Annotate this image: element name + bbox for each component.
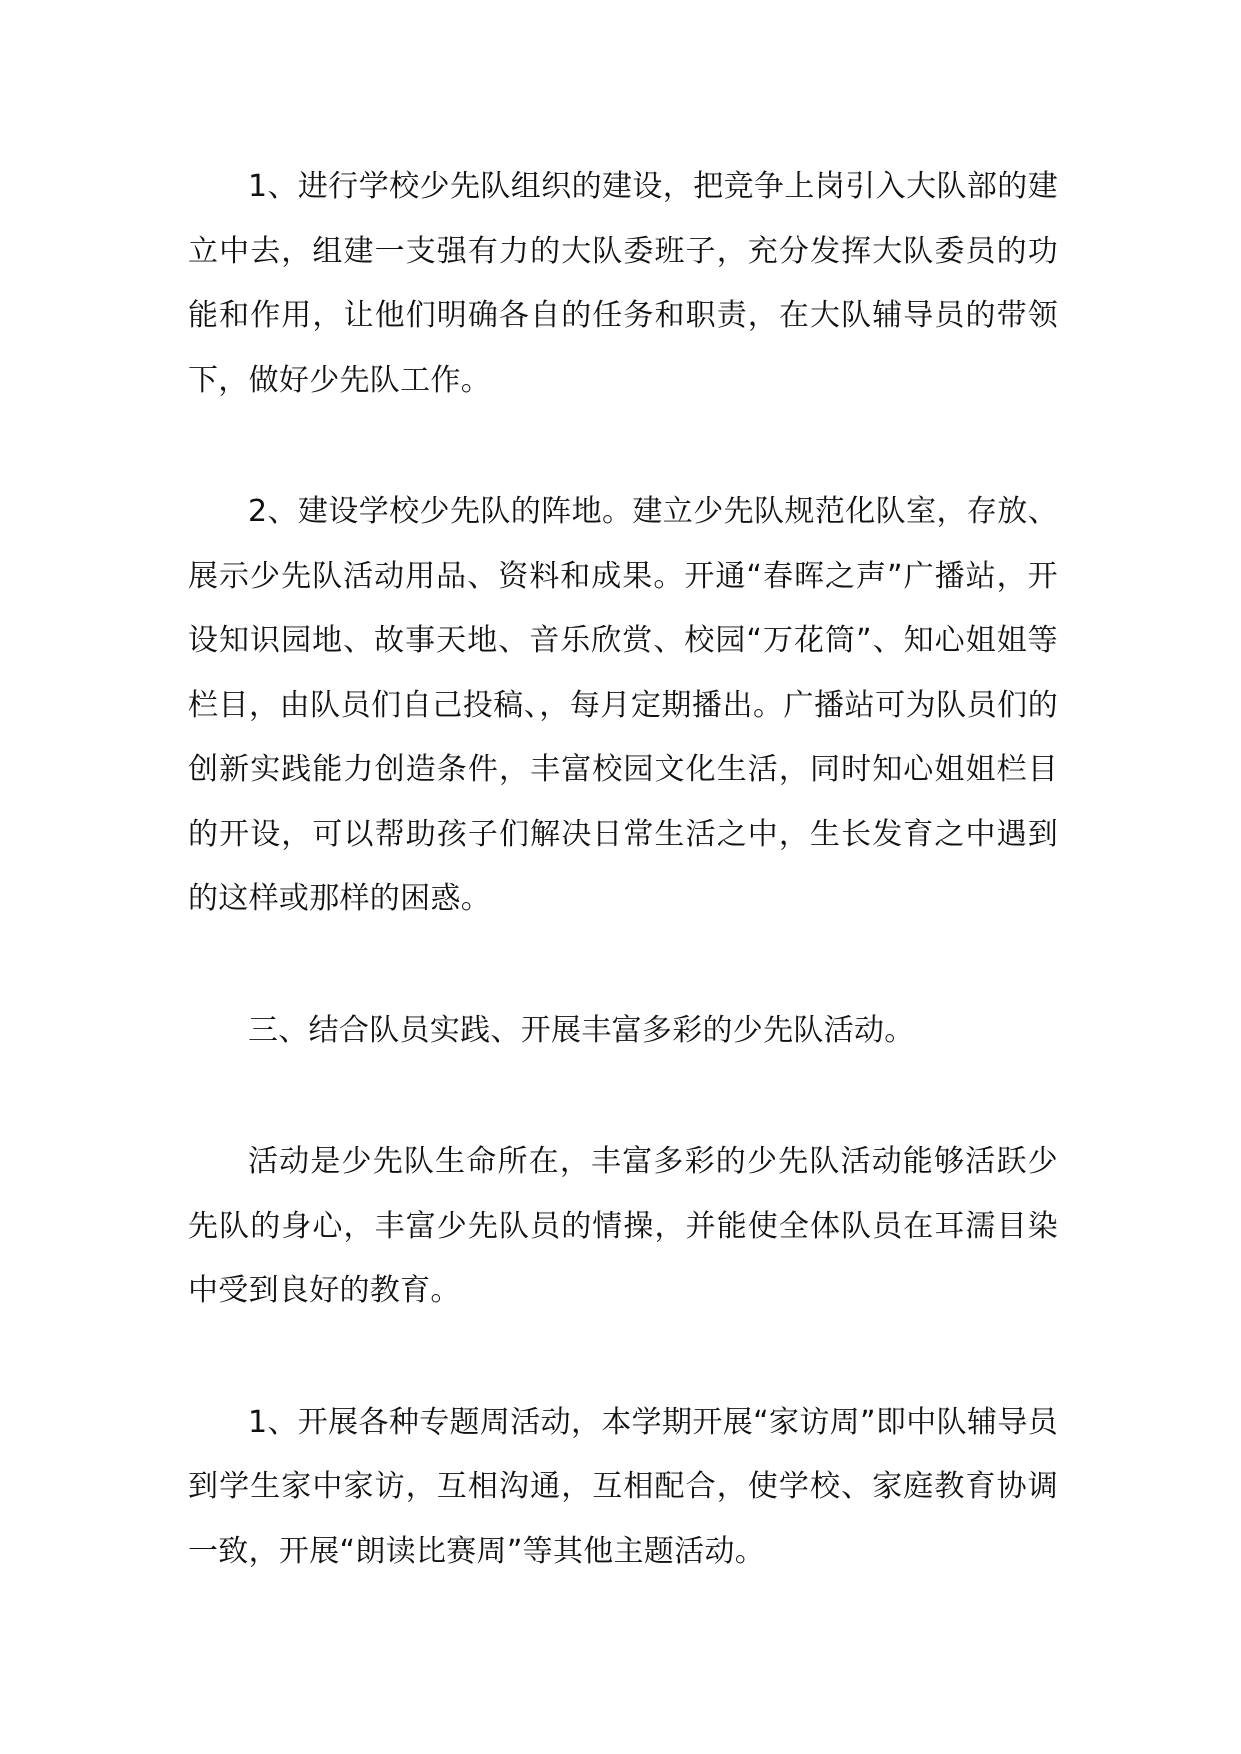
- paragraph-position-building: 2、建设学校少先队的阵地。建立少先队规范化队室，存放、展示少先队活动用品、资料和成果。开通“春晖之声”广播站，开设知识园地、故事天地、音乐欣赏、校园“万花筒”、知心姐姐等栏目，由队员们自己投稿、，每月定期播出。广播站可为队员们的创新实践能力创造条件，丰富校园文化生活，同时知心姐姐栏目的开设，可以帮助孩子们解决日常生活之中，生长发育之中遇到的这样或那样的困惑。: [188, 494, 1058, 916]
- section-heading-activities: 三、结合队员实践、开展丰富多彩的少先队活动。: [248, 1012, 915, 1048]
- paragraph-theme-weeks: 1、开展各种专题周活动，本学期开展“家访周”即中队辅导员到学生家中家访，互相沟通，互相配合，使学校、家庭教育协调一致，开展“朗读比赛周”等其他主题活动。: [188, 1404, 1058, 1569]
- paragraph-organization-building: 1、进行学校少先队组织的建设，把竞争上岗引入大队部的建立中去，组建一支强有力的大队委班子，充分发挥大队委员的功能和作用，让他们明确各自的任务和职责，在大队辅导员的带领下，做好少先队工作。: [188, 169, 1058, 398]
- paragraph-activities-intro: 活动是少先队生命所在，丰富多彩的少先队活动能够活跃少先队的身心，丰富少先队员的情操，并能使全体队员在耳濡目染中受到良好的教育。: [188, 1144, 1058, 1308]
- document-body: [188, 155, 1058, 1584]
